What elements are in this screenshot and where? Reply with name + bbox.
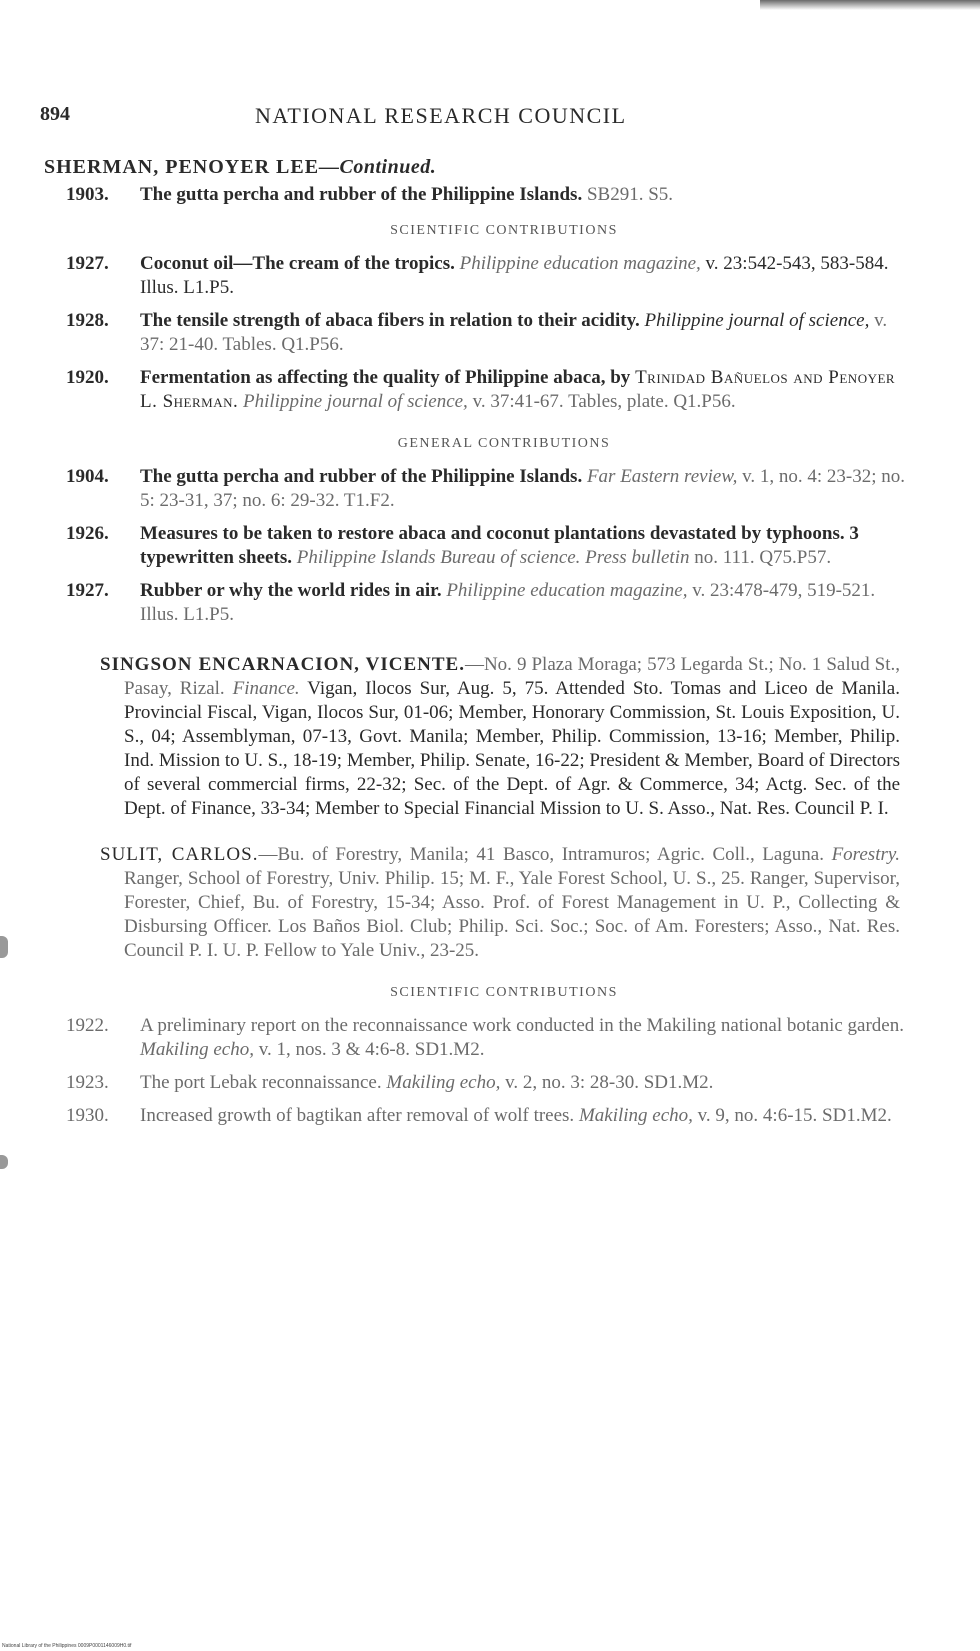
publication-details: v. 1, nos. 3 & 4:6-8. SD1.M2. bbox=[258, 1039, 485, 1060]
journal-name: Makiling echo, bbox=[386, 1072, 501, 1093]
publication-authors: Trinidad Bañuelos and Penoyer L. Sherman. bbox=[140, 367, 896, 412]
author-name: SULIT, CARLOS. bbox=[100, 844, 259, 865]
scan-shadow bbox=[760, 0, 980, 10]
publication-title: Measures to be taken to restore abaca and coconut plantations devastated by typhoons. 3 typewritten sheets. bbox=[140, 523, 859, 568]
author-address: —Bu. of Forestry, Manila; 41 Basco, Intramuros; Agric. Coll., Laguna. bbox=[258, 844, 824, 865]
publication-title: The gutta percha and rubber of the Philippine Islands. bbox=[140, 466, 583, 487]
publication-details: no. 111. Q75.P57. bbox=[694, 547, 832, 568]
publication-year: 1922. bbox=[66, 1015, 109, 1036]
publication-details: v. 2, no. 3: 28-30. SD1.M2. bbox=[505, 1072, 714, 1093]
scan-edge-mark bbox=[0, 936, 8, 958]
author-entry-sherman bbox=[44, 155, 924, 627]
running-head: NATIONAL RESEARCH COUNCIL bbox=[255, 103, 627, 128]
journal-name: Philippine journal of science, bbox=[243, 391, 468, 412]
author-entry-singson bbox=[44, 653, 924, 821]
scan-edge-mark bbox=[0, 1155, 8, 1169]
publication-details: v. 23:542-543, 583-584. Illus. L1.P5. bbox=[140, 253, 889, 298]
publication-year: 1927. bbox=[66, 253, 109, 274]
author-name bbox=[44, 155, 924, 179]
publication-year: 1923. bbox=[66, 1072, 109, 1093]
publication-text bbox=[140, 1014, 924, 1062]
publication-text bbox=[140, 1104, 924, 1128]
publication-details: v. 23:478-479, 519-521. Illus. L1.P5. bbox=[140, 580, 876, 625]
journal-name: Philippine education magazine, bbox=[459, 253, 701, 274]
publication-details: v. 37: 21-40. Tables. Q1.P56. bbox=[140, 310, 888, 355]
publication-title: The gutta percha and rubber of the Philippine Islands. bbox=[140, 184, 583, 205]
page-content bbox=[44, 155, 924, 1128]
publication-ref: SB291. S5. bbox=[586, 184, 674, 205]
publication-entry bbox=[44, 1014, 924, 1062]
continued-label: —Continued. bbox=[319, 156, 437, 178]
publication-text bbox=[140, 366, 924, 414]
publication-details: v. 1, no. 4: 23-32; no. 5: 23-31, 37; no. 6: 29-32. T1.F2. bbox=[140, 466, 905, 511]
author-name: SINGSON ENCARNACION, VICENTE. bbox=[100, 654, 465, 675]
publication-entry bbox=[44, 1071, 924, 1095]
publication-year: 1903. bbox=[66, 184, 109, 205]
publication-text bbox=[140, 252, 924, 300]
publication-year: 1930. bbox=[66, 1105, 109, 1126]
scan-footer bbox=[0, 1642, 980, 1651]
publication-entry bbox=[44, 366, 924, 414]
publication-year: 1928. bbox=[66, 310, 109, 331]
publication-year: 1926. bbox=[66, 523, 109, 544]
publication-text bbox=[140, 579, 924, 627]
journal-name: Makiling echo, bbox=[578, 1105, 693, 1126]
publication-title: Increased growth of bagtikan after removal of wolf trees. bbox=[140, 1105, 575, 1126]
section-heading-scientific: SCIENTIFIC CONTRIBUTIONS bbox=[390, 985, 618, 1000]
publication-details: v. 9, no. 4:6-15. SD1.M2. bbox=[697, 1105, 892, 1126]
publication-entry bbox=[44, 252, 924, 300]
publication-entry bbox=[44, 579, 924, 627]
publication-title: Coconut oil—The cream of the tropics. bbox=[140, 253, 455, 274]
section-heading-scientific: SCIENTIFIC CONTRIBUTIONS bbox=[390, 223, 618, 238]
author-address: —No. 9 Plaza Moraga; 573 Legarda St.; No. 1 Salud St., Pasay, Rizal. bbox=[124, 654, 900, 699]
publication-entry bbox=[44, 309, 924, 357]
publication-text bbox=[140, 522, 924, 570]
publication-year: 1904. bbox=[66, 466, 109, 487]
page-number: 894 bbox=[40, 103, 70, 125]
author-biography: Vigan, Ilocos Sur, Aug. 5, 75. Attended Sto. Tomas and Liceo de Manila. Provincial Fiscal, Vigan, Ilocos Sur, 01-06; Member, Honorary Commission, St. Louis Exposition, U. S., 04; Assemblyman, 07-13, Govt. Manila; Member, Philip. Commission, 13-16; Member, Philip. Ind. Mission to U. S., 18-19; Member, Philip. Senate, 16-22; President & Member, Board of Directors of several commercial firms, 22-32; Sec. of the Dept. of Agr. & Commerce, 34; Actg. Sec. of the Dept. of Finance, 33-34; Member to Special Financial Mission to U. S. Asso., Nat. Res. Council P. I. bbox=[124, 678, 900, 819]
journal-name: Philippine Islands Bureau of science. Press bulletin bbox=[296, 547, 690, 568]
author-biography: Ranger, School of Forestry, Univ. Philip. 15; M. F., Yale Forest School, U. S., 25. Ranger, Supervisor, Forester, Chief, Bu. of Forestry, 15-34; Asso. Prof. of Forest Management in U. P., Collecting & Disbursing Officer. Los Baños Biol. Club; Philip. Sci. Soc.; Soc. of Am. Foresters; Asso., Nat. Res. Council P. I. U. P. Fellow to Yale Univ., 23-25. bbox=[124, 868, 900, 961]
section-heading-general: GENERAL CONTRIBUTIONS bbox=[397, 436, 611, 451]
publication-title: The port Lebak reconnaissance. bbox=[140, 1072, 382, 1093]
journal-name: Far Eastern review, bbox=[586, 466, 738, 487]
journal-name: Makiling echo, bbox=[140, 1039, 254, 1060]
author-name-text: SHERMAN, PENOYER LEE bbox=[44, 156, 320, 178]
publication-title: A preliminary report on the reconnaissance work conducted in the Makiling national botanic garden. bbox=[140, 1015, 904, 1036]
publication-year: 1927. bbox=[66, 580, 109, 601]
author-entry-sulit bbox=[44, 843, 924, 963]
publication-text bbox=[140, 1071, 924, 1095]
publication-entry bbox=[44, 522, 924, 570]
journal-name: Philippine journal of science, bbox=[644, 310, 870, 331]
publication-details: v. 37:41-67. Tables, plate. Q1.P56. bbox=[472, 391, 736, 412]
publication-text bbox=[140, 183, 924, 207]
publication-entry bbox=[44, 183, 924, 207]
author-field: Finance. bbox=[232, 678, 300, 699]
publication-entry bbox=[44, 465, 924, 513]
journal-name: Philippine education magazine, bbox=[446, 580, 688, 601]
publication-title: Fermentation as affecting the quality of Philippine abaca, by bbox=[140, 367, 631, 388]
scan-footer-text: National Library of the Philippines 0009P0001146009H0.tif bbox=[2, 1643, 132, 1649]
publication-text bbox=[140, 465, 924, 513]
publication-entry bbox=[44, 1104, 924, 1128]
publication-title: The tensile strength of abaca fibers in relation to their acidity. bbox=[140, 310, 640, 331]
author-field: Forestry. bbox=[831, 844, 901, 865]
publication-text bbox=[140, 309, 924, 357]
publication-title: Rubber or why the world rides in air. bbox=[140, 580, 442, 601]
page-header bbox=[40, 103, 940, 133]
publication-year: 1920. bbox=[66, 367, 109, 388]
